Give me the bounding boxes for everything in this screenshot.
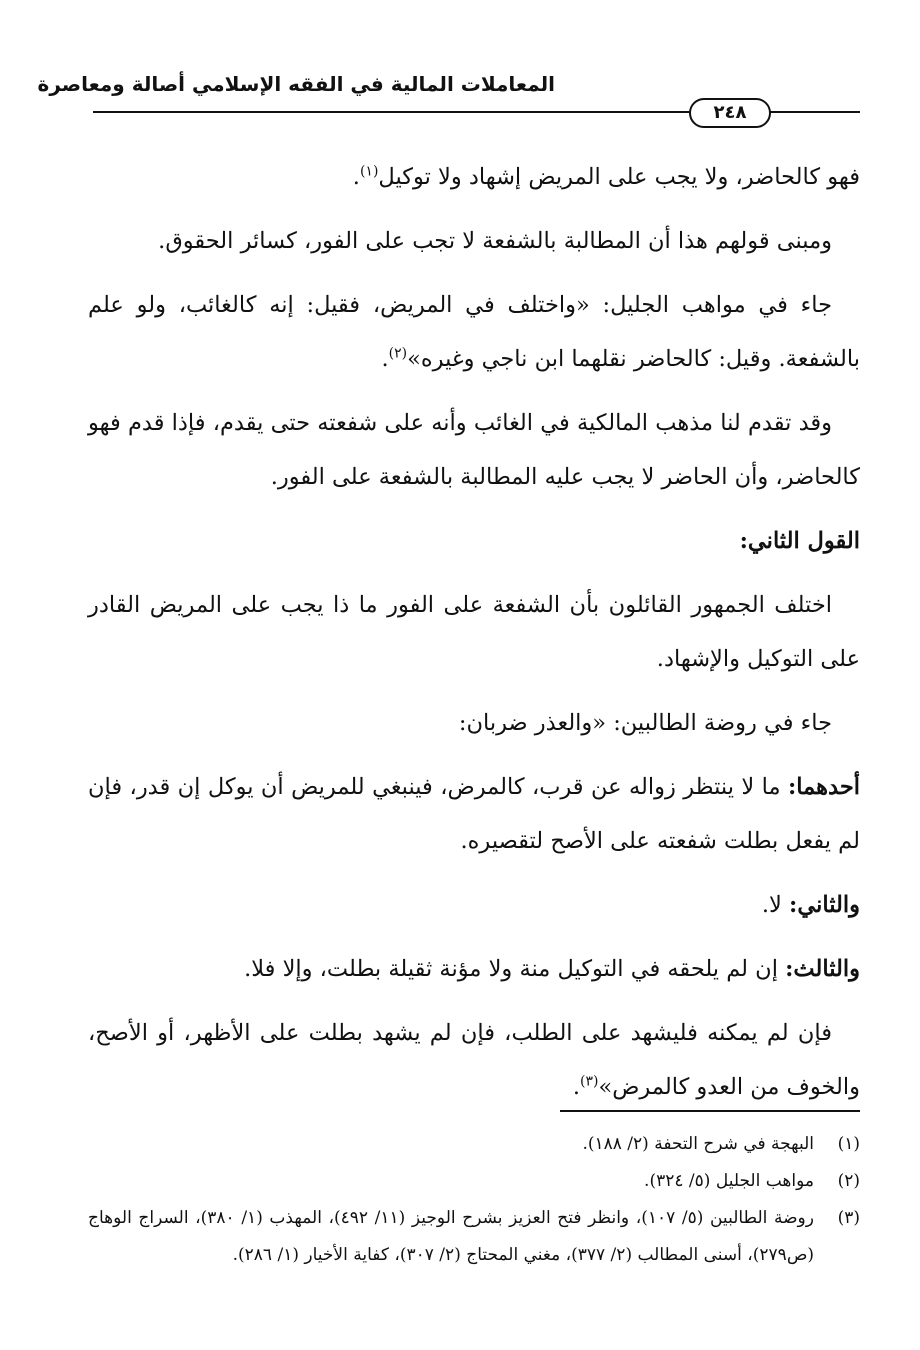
label-third: والثالث: [785, 956, 860, 982]
footnote-ref-3: (٣) [580, 1073, 599, 1090]
footnote-3 [88, 1200, 860, 1274]
footnote-separator [560, 1110, 860, 1112]
footnote-number: (٢) [837, 1171, 860, 1191]
footnote-ref-2: (٢) [388, 345, 408, 362]
paragraph-3: جاء في مواهب الجليل: «واختلف في المريض، فقيل: إنه كالغائب، ولو علم بالشفعة. وقيل: كالحاضر نقلهما ابن ناجي وغيره»$^{(٢)}$. [88, 292, 860, 372]
footnotes [88, 1126, 860, 1274]
footnote-2 [88, 1163, 860, 1200]
footnote-text: البهجة في شرح التحفة (٢/ ١٨٨). [582, 1134, 814, 1154]
paragraph-6: جاء في روضة الطالبين: «والعذر ضربان: [458, 710, 832, 736]
label-second: والثاني: [789, 892, 860, 918]
paragraph-10: فإن لم يمكنه فليشهد على الطلب، فإن لم يشهد بطلت على الأظهر، أو الأصح، والخوف من العدو كالمرض»$^{(٣)}$. [88, 1020, 860, 1100]
label-first: أحدهما: [787, 774, 860, 800]
section-heading: القول الثاني: [739, 528, 860, 554]
paragraph-7: أحدهما: ما لا ينتظر زواله عن قرب، كالمرض، فينبغي للمريض أن يوكل إن قدر، فإن لم يفعل بطلت شفعته على الأصح لتقصيره. [88, 774, 860, 854]
footnote-1 [88, 1126, 860, 1163]
paragraph-8: والثاني: لا. [761, 892, 860, 918]
footnote-number: (٣) [837, 1208, 860, 1228]
body-text [88, 150, 860, 1124]
footnote-text: روضة الطالبين (٥/ ١٠٧)، وانظر فتح العزيز بشرح الوجيز (١١/ ٤٩٢)، المهذب (١/ ٣٨٠)، السراج الوهاج (ص٢٧٩)، أسنى المطالب (٢/ ٣٧٧)، مغني المحتاج (٢/ ٣٠٧)، كفاية الأخيار (١/ ٢٨٦). [88, 1208, 814, 1265]
paragraph-9: والثالث: إن لم يلحقه في التوكيل منة ولا مؤنة ثقيلة بطلت، وإلا فلا. [244, 956, 860, 982]
paragraph-5: اختلف الجمهور القائلون بأن الشفعة على الفور ما ذا يجب على المريض القادر على التوكيل والإشهاد. [88, 592, 860, 672]
paragraph-1: فهو كالحاضر، ولا يجب على المريض إشهاد ولا توكيل$^{(١)}$. [352, 163, 860, 190]
footnote-text: مواهب الجليل (٥/ ٣٢٤). [644, 1171, 814, 1191]
footnote-number: (١) [837, 1134, 860, 1154]
footnote-ref-1: (١) [359, 163, 379, 180]
paragraph-2: ومبنى قولهم هذا أن المطالبة بالشفعة لا تجب على الفور، كسائر الحقوق. [158, 228, 832, 254]
paragraph-4: وقد تقدم لنا مذهب المالكية في الغائب وأنه على شفعته حتى يقدم، فإذا قدم فهو كالحاضر، وأن الحاضر لا يجب عليه المطالبة بالشفعة على الفور. [88, 410, 860, 490]
running-header-title: المعاملات المالية في الفقه الإسلامي أصالة ومعاصرة [37, 72, 555, 96]
page-number: ٢٤٨ [689, 98, 771, 128]
